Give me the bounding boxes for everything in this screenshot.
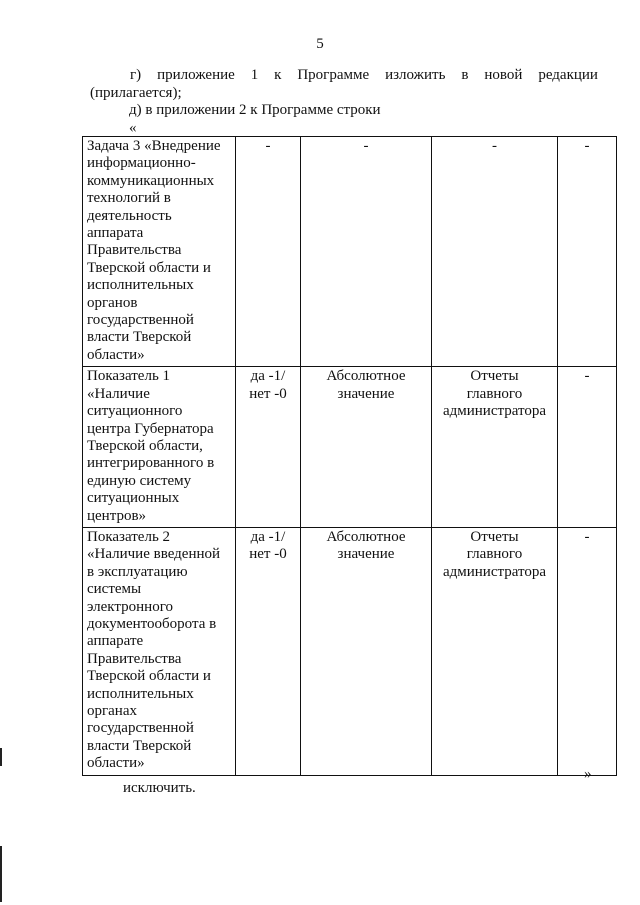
table-row xyxy=(83,527,617,775)
table-cell: Абсолютное значение xyxy=(301,367,432,528)
table-cell: - xyxy=(301,137,432,367)
scan-edge-mark xyxy=(0,748,2,766)
word: новой xyxy=(484,67,523,83)
opening-quote: « xyxy=(129,120,137,136)
word: изложить xyxy=(385,67,446,83)
closing-text: исключить. xyxy=(123,780,196,796)
word: 1 xyxy=(250,67,259,83)
table-cell: Абсолютное значение xyxy=(301,527,432,775)
table-cell: - xyxy=(558,527,617,775)
table-cell: - xyxy=(558,137,617,367)
word: приложение xyxy=(157,67,235,83)
table-cell: - xyxy=(236,137,301,367)
program-table xyxy=(82,136,617,776)
word: редакции xyxy=(538,67,598,83)
closing-quote: » xyxy=(584,766,592,782)
table-cell: Задача 3 «Внедрение информационно- коммуникационных технологий в деятельность аппарата Правительства Тверской области и исполнительных органов государственной власти Тверской области» xyxy=(83,137,236,367)
table-cell: да -1/ нет -0 xyxy=(236,367,301,528)
table-cell: Отчеты главного администратора xyxy=(432,367,558,528)
paragraph-g-line-2: (прилагается); xyxy=(90,85,182,101)
table-row xyxy=(83,367,617,528)
table-cell: Показатель 2 «Наличие введенной в эксплуатацию системы электронного документооборота в аппарате Правительства Тверской области и исполнительных органах государственной власти Тверской области» xyxy=(83,527,236,775)
table-cell: да -1/ нет -0 xyxy=(236,527,301,775)
scan-edge-mark xyxy=(0,846,2,902)
table-cell: Показатель 1 «Наличие ситуационного центра Губернатора Тверской области, интегрированного в единую систему ситуационных центров» xyxy=(83,367,236,528)
paragraph-g-line-1 xyxy=(90,66,598,84)
table-cell: - xyxy=(558,367,617,528)
paragraph-d: д) в приложении 2 к Программе строки xyxy=(129,102,381,118)
table-row xyxy=(83,137,617,367)
paragraph-g xyxy=(90,66,598,102)
word: к xyxy=(274,67,282,83)
word: в xyxy=(461,67,469,83)
word: г) xyxy=(130,67,142,83)
table-cell: - xyxy=(432,137,558,367)
page-number: 5 xyxy=(316,36,324,52)
table-cell: Отчеты главного администратора xyxy=(432,527,558,775)
word: Программе xyxy=(297,67,370,83)
